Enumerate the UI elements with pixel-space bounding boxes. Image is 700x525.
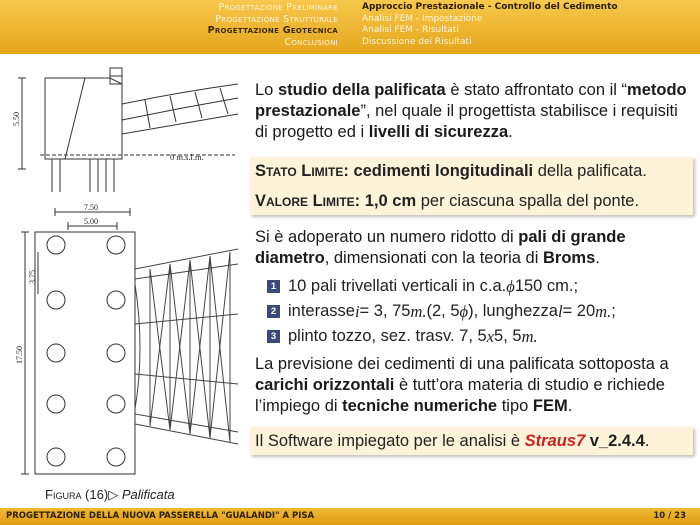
limit-state-line: Stato Limite: cedimenti longitudinali della palificata. <box>255 162 647 180</box>
nav-section-preliminare[interactable]: Progettazione Preliminare <box>218 2 338 13</box>
list-item: 3 plinto tozzo, sez. trasv. 7, 5 x 5, 5 m. <box>267 324 693 349</box>
pile <box>47 395 65 413</box>
subsection-nav <box>362 2 692 48</box>
pile-cap-elevation <box>45 78 122 159</box>
piles-paragraph: Si è adoperato un numero ridotto di pali di grande diametro, dimensionati con la teoria di Broms. <box>255 228 626 267</box>
pile <box>107 344 125 362</box>
dim-label-spacing: 3.75 <box>28 270 37 284</box>
list-item: 1 10 pali trivellati verticali in c.a. ϕ 150 cm.; <box>267 274 693 299</box>
piles-spec-list <box>267 274 693 349</box>
pile <box>107 291 125 309</box>
page-number: 10 / 23 <box>653 511 686 521</box>
pile-circles <box>47 236 125 466</box>
pile <box>47 448 65 466</box>
dim-label-width-outer: 7.50 <box>84 203 98 212</box>
figure-caption <box>45 487 175 503</box>
pile <box>47 344 65 362</box>
software-version: 2.4.4 <box>608 432 645 450</box>
software-name: Straus7 <box>524 432 586 450</box>
nav-subsection-fem-impostazione[interactable]: Analisi FEM - Impostazione <box>362 13 483 24</box>
pile-cap-plan <box>35 232 135 474</box>
dim-label-height: 5.50 <box>12 112 21 126</box>
dim-label-width-inner: 5.00 <box>84 217 98 226</box>
nav-subsection-discussione[interactable]: Discussione dei Risultati <box>362 36 472 47</box>
dim-label-length: 17.50 <box>15 346 24 364</box>
pile <box>47 291 65 309</box>
limit-value-line: Valore Limite: 1,0 cm per ciascuna spalla del ponte. <box>255 192 640 210</box>
slide-content <box>255 80 693 455</box>
footer-bar <box>0 508 700 525</box>
list-item: 2 interasse i = 3, 75 m. (2, 5 ϕ ), lunghezza l = 20 m. ; <box>267 299 693 324</box>
figure-caption-title: Palificata <box>121 487 175 502</box>
nav-subsection-approccio[interactable]: Approccio Prestazionale - Controllo del Cedimento <box>362 2 618 12</box>
figure-caption-label: Figura (16) <box>45 487 109 502</box>
bridge-truss-plan <box>135 249 238 444</box>
footer-title: PROGETTAZIONE DELLA NUOVA PASSERELLA "GUALANDI" A PISA <box>6 511 315 521</box>
nav-subsection-fem-risultati[interactable]: Analisi FEM - Risultati <box>362 25 459 35</box>
pile <box>47 236 65 254</box>
pile <box>107 448 125 466</box>
nav-section-conclusioni[interactable]: Conclusioni <box>284 36 338 48</box>
intro-paragraph: Lo studio della palificata è stato affrontato con il “metodo prestazionale”, nel quale il progettista stabilisce i requisiti di progetto ed i livelli di sicurezza. <box>255 81 687 141</box>
section-nav <box>0 2 350 48</box>
level-label: 0 m.s.l.m. <box>170 152 204 162</box>
software-box: Il Software impiegato per le analisi è Straus7 v_2.4.4. <box>250 427 693 455</box>
pile <box>107 395 125 413</box>
pile <box>107 236 125 254</box>
limit-state-box <box>250 157 693 215</box>
caption-arrow-icon: ▷ <box>108 487 119 502</box>
pile-foundation-drawing <box>10 64 240 484</box>
nav-section-strutturale[interactable]: Progettazione Strutturale <box>215 13 338 25</box>
nav-section-geotecnica[interactable]: Progettazione Geotecnica <box>207 25 338 36</box>
list-number-badge: 3 <box>267 330 280 343</box>
fem-paragraph: La previsione dei cedimenti di una palificata sottoposta a carichi orizzontali è tutt’ora materia di studio e richiede l’impiego di tecniche numeriche tipo FEM. <box>255 355 669 415</box>
list-number-badge: 2 <box>267 305 280 318</box>
list-number-badge: 1 <box>267 280 280 293</box>
header-navigation <box>0 0 700 54</box>
